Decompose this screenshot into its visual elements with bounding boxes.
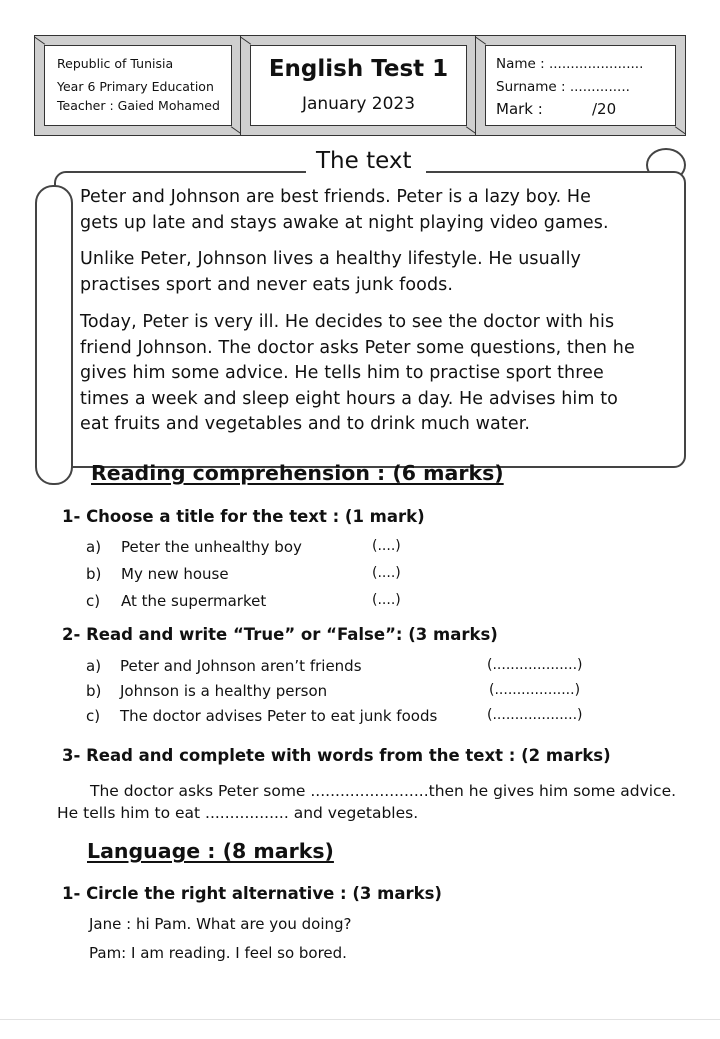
paragraph-3-line-5: eat fruits and vegetables and to drink much water. <box>80 414 531 434</box>
header-level: Year 6 Primary Education <box>57 79 214 94</box>
test-title: English Test 1 <box>268 56 449 82</box>
q1-option-c-label: c) <box>86 592 101 610</box>
reading-section-title: Reading comprehension : (6 marks) <box>91 461 504 485</box>
q2-option-b-text: Johnson is a healthy person <box>120 682 328 700</box>
paragraph-3-line-4: times a week and sleep eight hours a day. He advises him to <box>80 388 618 409</box>
header-title-box <box>240 35 477 136</box>
test-date: January 2023 <box>301 94 416 114</box>
header-school-box <box>34 35 242 136</box>
mark-total: /20 <box>592 100 617 118</box>
paragraph-2 <box>80 247 680 298</box>
q2-option-b-blank[interactable]: (..................) <box>489 682 581 698</box>
paragraph-3-line-3: gives him some advice. He tells him to practise sport three <box>80 363 604 383</box>
language-section-title: Language : (8 marks) <box>87 839 334 863</box>
q1-option-c-text: At the supermarket <box>121 592 267 610</box>
q1-option-b-blank[interactable]: (....) <box>372 565 401 581</box>
dialogue-line-2: Pam: I am reading. I feel so bored. <box>89 944 347 962</box>
q2-option-a-text: Peter and Johnson aren’t friends <box>120 657 362 675</box>
q1-option-a-blank[interactable]: (....) <box>372 538 401 554</box>
paragraph-2-line-1: Unlike Peter, Johnson lives a healthy lifestyle. He usually <box>80 249 582 269</box>
header-teacher: Teacher : Gaied Mohamed <box>57 98 220 113</box>
q1-option-b-label: b) <box>86 565 102 583</box>
header-school-inner <box>44 45 232 126</box>
q2-option-a-label: a) <box>86 657 102 675</box>
header-country: Republic of Tunisia <box>57 56 174 71</box>
paragraph-1-line-2: gets up late and stays awake at night playing video games. <box>80 212 609 233</box>
surname-field[interactable]: Surname : .............. <box>496 79 630 95</box>
header-title-inner <box>250 45 467 126</box>
q2-option-a-blank[interactable]: (...................) <box>487 657 583 673</box>
q2-option-c-blank[interactable]: (...................) <box>487 707 583 723</box>
paragraph-3-line-1: Today, Peter is very ill. He decides to see the doctor with his <box>80 312 615 332</box>
question-2-title: 2- Read and write “True” or “False”: (3 marks) <box>62 625 498 644</box>
name-field[interactable]: Name : ...................... <box>496 56 644 72</box>
q3-line-2[interactable]: He tells him to eat ................. and vegetables. <box>57 804 419 822</box>
question-1-title: 1- Choose a title for the text : (1 mark) <box>62 507 425 526</box>
paragraph-2-line-2: practises sport and never eats junk foods. <box>80 274 454 295</box>
dialogue-line-1: Jane : hi Pam. What are you doing? <box>89 915 352 933</box>
paragraph-1-line-1: Peter and Johnson are best friends. Peter is a lazy boy. He <box>80 187 592 207</box>
q1-option-b-text: My new house <box>121 565 229 583</box>
q1-option-c-blank[interactable]: (....) <box>372 592 401 608</box>
paragraph-3-line-2: friend Johnson. The doctor asks Peter some questions, then he <box>80 337 635 358</box>
paragraph-1 <box>80 185 680 236</box>
question-3-title: 3- Read and complete with words from the text : (2 marks) <box>62 746 611 765</box>
header-student-box <box>475 35 686 136</box>
language-question-1-title: 1- Circle the right alternative : (3 marks) <box>62 884 442 903</box>
q2-option-c-text: The doctor advises Peter to eat junk foods <box>120 707 438 725</box>
scroll-left-roll <box>35 185 73 485</box>
q2-option-c-label: c) <box>86 707 101 725</box>
page-bottom-edge <box>0 1019 720 1020</box>
q3-line-1[interactable]: The doctor asks Peter some ........................then he gives him some advice. <box>90 782 677 800</box>
paragraph-3 <box>80 310 680 438</box>
q1-option-a-text: Peter the unhealthy boy <box>121 538 302 556</box>
mark-label: Mark : <box>496 100 543 118</box>
header-student-inner <box>485 45 676 126</box>
q2-option-b-label: b) <box>86 682 102 700</box>
q1-option-a-label: a) <box>86 538 102 556</box>
text-title: The text <box>316 148 412 174</box>
